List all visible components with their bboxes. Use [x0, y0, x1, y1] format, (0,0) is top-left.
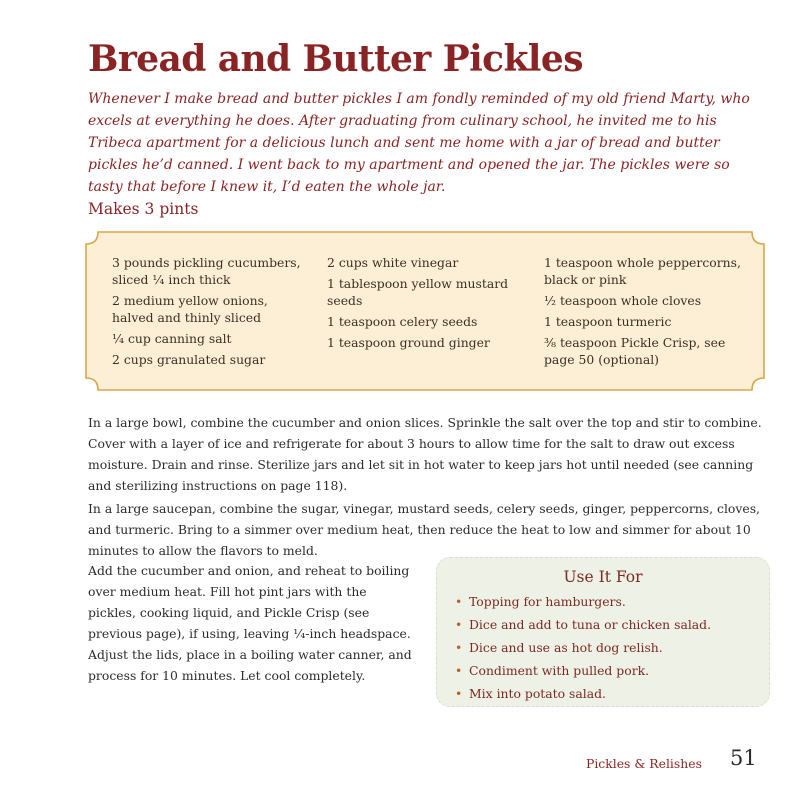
recipe-intro: Whenever I make bread and butter pickles I am fondly reminded of my old friend Marty, who excels at everything he does. After graduating from culinary school, he invited me to his Tribeca apartment for a delicious lunch and sent me home with a jar of bread and butter pickles he’d canned. I went back to my apartment and opened the jar. The pickles were so tasty that before I knew it, I’d eaten the whole jar. [88, 91, 750, 195]
footer-section-title: Pickles & Relishes [586, 756, 702, 771]
ingredient-item: 1 teaspoon ground ginger [327, 335, 490, 350]
list-item-text: Mix into potato salad. [469, 686, 606, 701]
ingredient-item: 3 pounds pickling cucumbers, sliced ¼ inch thick [112, 255, 301, 287]
bullet-icon: • [455, 640, 463, 655]
list-item-text: Dice and use as hot dog relish. [469, 640, 663, 655]
list-item-text: Condiment with pulled pork. [469, 663, 650, 678]
sidebar-list [455, 590, 711, 705]
ingredient-item: 2 medium yellow onions, halved and thinly sliced [112, 293, 268, 325]
list-item-text: Dice and add to tuna or chicken salad. [469, 617, 712, 632]
bullet-icon: • [455, 686, 463, 701]
bullet-icon: • [455, 617, 463, 632]
list-item-text: Topping for hamburgers. [469, 594, 626, 609]
ingredient-item: 1 teaspoon turmeric [544, 314, 672, 329]
ingredients-column-1 [112, 254, 312, 372]
list-item [455, 613, 711, 636]
ingredient-item: 1 teaspoon whole peppercorns, black or pink [544, 255, 741, 287]
direction-step-1: In a large bowl, combine the cucumber and onion slices. Sprinkle the salt over the top and stir to combine. Cover with a layer of ice and refrigerate for about 3 hours to allow time for the salt to draw out excess moisture. Drain and rinse. Sterilize jars and let sit in hot water to keep jars hot until needed (see canning and sterilizing instructions on page 118). [88, 415, 762, 493]
ingredient-item: ⅜ teaspoon Pickle Crisp, see page 50 (optional) [544, 335, 726, 367]
use-it-for-sidebar [436, 557, 770, 707]
direction-step-3: Add the cucumber and onion, and reheat to boiling over medium heat. Fill hot pint jars with the pickles, cooking liquid, and Pickle Crisp (see previous page), if using, leaving ¼-inch headspace. Adjust the lids, place in a boiling water canner, and process for 10 minutes. Let cool completely. [88, 563, 412, 683]
list-item [455, 590, 711, 613]
ingredient-item: 2 cups white vinegar [327, 255, 459, 270]
bullet-icon: • [455, 594, 463, 609]
sidebar-title: Use It For [563, 568, 643, 586]
direction-step-2: In a large saucepan, combine the sugar, vinegar, mustard seeds, celery seeds, ginger, peppercorns, cloves, and turmeric. Bring to a simmer over medium heat, then reduce the heat to low and simmer for about 10 minutes to allow the flavors to meld. [88, 501, 760, 558]
ingredient-item: ½ teaspoon whole cloves [544, 293, 702, 308]
ingredient-item: 1 teaspoon celery seeds [327, 314, 478, 329]
list-item [455, 682, 711, 705]
bullet-icon: • [455, 663, 463, 678]
ingredients-box [82, 228, 768, 394]
page-number: 51 [730, 746, 757, 770]
ingredients-column-2 [327, 254, 527, 355]
list-item [455, 659, 711, 682]
ingredient-item: 2 cups granulated sugar [112, 352, 266, 367]
page-title: Bread and Butter Pickles [88, 38, 583, 80]
list-item [455, 636, 711, 659]
ingredient-item: ¼ cup canning salt [112, 331, 232, 346]
ingredients-column-3 [544, 254, 744, 372]
ingredient-item: 1 tablespoon yellow mustard seeds [327, 276, 509, 308]
recipe-yield: Makes 3 pints [88, 200, 199, 218]
